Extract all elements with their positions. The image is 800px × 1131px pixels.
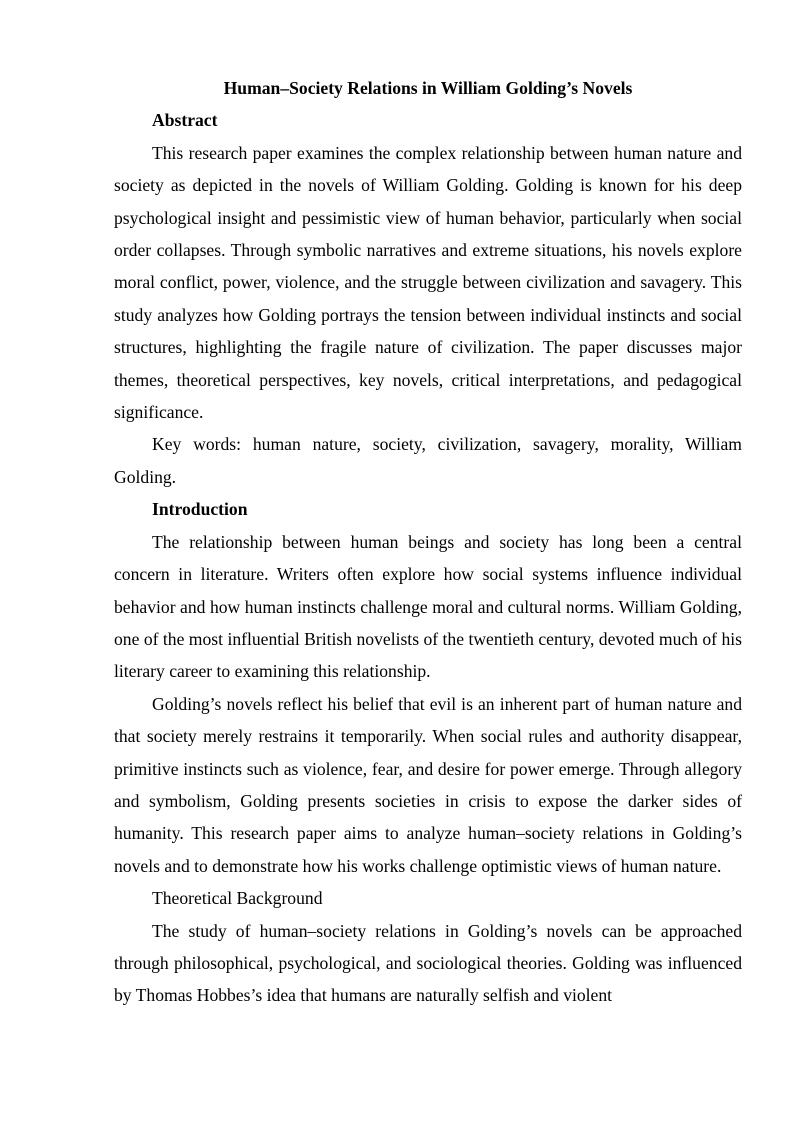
document-page <box>114 72 742 1012</box>
introduction-paragraph-1: The relationship between human beings and society has long been a central concern in literature. Writers often explore how social systems influence individual behavior and how human instincts challenge moral and cultural norms. William Golding, one of the most influential British novelists of the twentieth century, devoted much of his literary career to examining this relationship. <box>114 531 742 682</box>
introduction-paragraph-2: Golding’s novels reflect his belief that evil is an inherent part of human nature and that society merely restrains it temporarily. When social rules and authority disappear, primitive instincts such as violence, fear, and desire for power emerge. Through allegory and symbolism, Golding presents societies in crisis to expose the darker sides of humanity. This research paper aims to analyze human–society relations in Golding’s novels and to demonstrate how his works challenge optimistic views of human nature. <box>114 693 742 876</box>
theoretical-background-paragraph-1: The study of human–society relations in Golding’s novels can be approached through philosophical, psychological, and sociological theories. Golding was influenced by Thomas Hobbes’s idea that humans are naturally selfish and violent <box>114 920 742 1006</box>
abstract-heading: Abstract <box>152 110 218 131</box>
introduction-heading: Introduction <box>152 499 248 520</box>
abstract-paragraph: This research paper examines the complex relationship between human nature and society as depicted in the novels of William Golding. Golding is known for his deep psychological insight and pessimistic view of human behavior, particularly when social order collapses. Through symbolic narratives and extreme situations, his novels explore moral conflict, power, violence, and the struggle between civilization and savagery. This study analyzes how Golding portrays the tension between individual instincts and social structures, highlighting the fragile nature of civilization. The paper discusses major themes, theoretical perspectives, key novels, critical interpretations, and pedagogical significance. <box>114 142 742 423</box>
theoretical-background-heading: Theoretical Background <box>152 888 323 909</box>
document-title: Human–Society Relations in William Golding’s Novels <box>223 78 633 98</box>
keywords-paragraph: Key words: human nature, society, civilization, savagery, morality, William Golding. <box>114 434 742 487</box>
